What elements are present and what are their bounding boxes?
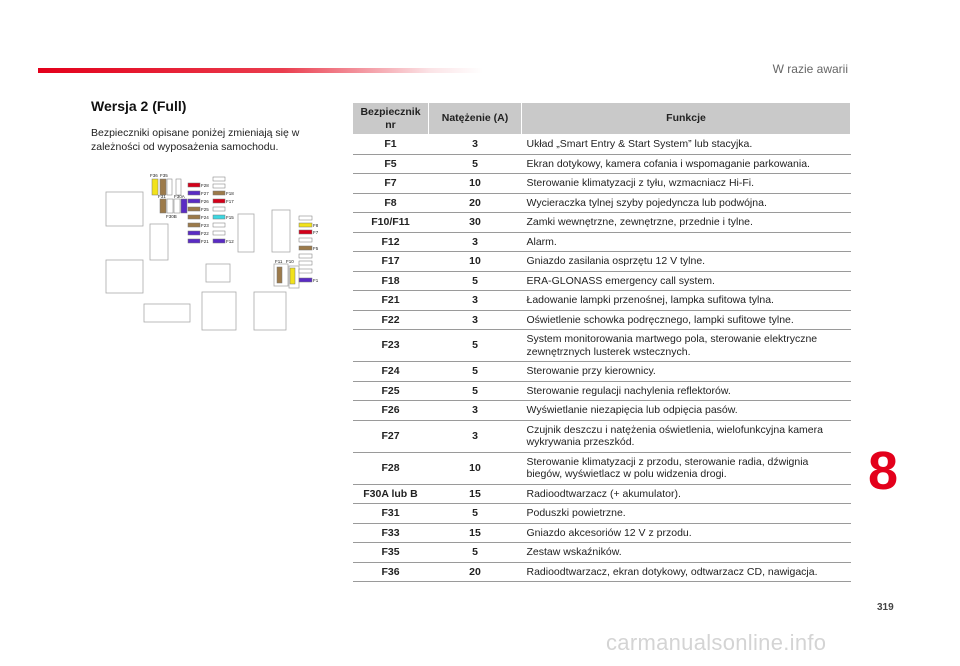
table-row <box>353 543 851 563</box>
fuse-box-svg <box>100 172 330 332</box>
fuse-slot-f8 <box>299 223 312 227</box>
table-row <box>353 362 851 382</box>
table-row <box>353 291 851 311</box>
function-cell: Ekran dotykowy, kamera cofania i wspomaganie parkowania. <box>522 154 851 174</box>
fuse-cell: F7 <box>353 174 429 194</box>
fuse-slot <box>213 207 225 211</box>
chapter-number: 8 <box>868 441 899 501</box>
fuse-slot-f11 <box>277 267 282 283</box>
label-f28: F28 <box>201 183 209 188</box>
fuse-slot <box>299 238 312 242</box>
label-f17: F17 <box>226 199 234 204</box>
housing-block <box>106 260 143 293</box>
fuse-slot-f1 <box>299 278 312 282</box>
col-header-amperage: Natężenie (A) <box>429 103 522 135</box>
table-row <box>353 401 851 421</box>
page-number: 319 <box>877 602 894 613</box>
table-row <box>353 523 851 543</box>
label-f24: F24 <box>201 215 209 220</box>
fuse-cell: F33 <box>353 523 429 543</box>
table-row <box>353 154 851 174</box>
label-f27: F27 <box>201 191 209 196</box>
function-cell: Oświetlenie schowka podręcznego, lampki sufitowe tylne. <box>522 310 851 330</box>
label-f30b: F30B <box>166 214 177 219</box>
fuse-cell: F22 <box>353 310 429 330</box>
table-row <box>353 271 851 291</box>
intro-text: Bezpieczniki opisane poniżej zmieniają się w zależności od wyposażenia samochodu. <box>91 127 300 153</box>
label-f11: F11 <box>275 259 283 264</box>
fuse-cell: F27 <box>353 420 429 452</box>
function-cell: Radioodtwarzacz, ekran dotykowy, odtwarzacz CD, nawigacja. <box>522 562 851 582</box>
header-accent-bar <box>38 68 483 73</box>
col-header-fuse: Bezpiecznik nr <box>353 103 429 135</box>
table-row <box>353 504 851 524</box>
label-f26: F26 <box>201 199 209 204</box>
function-cell: Radioodtwarzacz (+ akumulator). <box>522 484 851 504</box>
label-f23: F23 <box>201 223 209 228</box>
housing-block <box>272 210 290 252</box>
fuse-cell: F30A lub B <box>353 484 429 504</box>
amp-cell: 5 <box>429 504 522 524</box>
fuse-cell: F1 <box>353 135 429 155</box>
label-f5: F5 <box>313 246 319 251</box>
amp-cell: 5 <box>429 330 522 362</box>
col-header-function: Funkcje <box>522 103 851 135</box>
fuse-slot-f22 <box>188 231 200 235</box>
table-row <box>353 330 851 362</box>
table-row <box>353 562 851 582</box>
function-cell: Wyświetlanie niezapięcia lub odpięcia pasów. <box>522 401 851 421</box>
fuse-slot-f5 <box>299 246 312 250</box>
amp-cell: 5 <box>429 362 522 382</box>
function-cell: Zamki wewnętrzne, zewnętrzne, przednie i tylne. <box>522 213 851 233</box>
fuse-cell: F28 <box>353 452 429 484</box>
fuse-cell: F21 <box>353 291 429 311</box>
label-f7: F7 <box>313 230 319 235</box>
function-cell: Zestaw wskaźników. <box>522 543 851 563</box>
amp-cell: 15 <box>429 523 522 543</box>
fuse-slot-f36 <box>152 179 158 195</box>
table-header-row <box>353 103 851 135</box>
function-cell: Poduszki powietrzne. <box>522 504 851 524</box>
fuse-cell: F18 <box>353 271 429 291</box>
housing-block <box>254 292 286 330</box>
table-row <box>353 252 851 272</box>
table-row <box>353 310 851 330</box>
housing-block <box>144 304 190 322</box>
label-f1: F1 <box>313 278 319 283</box>
label-f18: F18 <box>226 191 234 196</box>
fuse-slot-f15 <box>213 215 225 219</box>
fuse-slot-f31 <box>160 199 166 213</box>
fuse-cell: F5 <box>353 154 429 174</box>
amp-cell: 10 <box>429 452 522 484</box>
watermark: carmanualsonline.info <box>606 630 827 655</box>
housing-block <box>202 292 236 330</box>
fuse-slot <box>213 184 225 188</box>
table-row <box>353 135 851 155</box>
fuse-cell: F31 <box>353 504 429 524</box>
housing-block <box>150 224 168 260</box>
amp-cell: 3 <box>429 420 522 452</box>
amp-cell: 3 <box>429 401 522 421</box>
housing-block <box>238 214 254 252</box>
fuse-table <box>352 102 851 582</box>
fuse-slot-f25 <box>188 207 200 211</box>
section-title: W razie awarii <box>772 62 848 76</box>
fuse-slot-f30a <box>181 199 187 213</box>
table-row <box>353 452 851 484</box>
table-row <box>353 174 851 194</box>
amp-cell: 5 <box>429 271 522 291</box>
table-row <box>353 484 851 504</box>
fuse-slot-f26 <box>188 199 200 203</box>
label-f10: F10 <box>286 259 294 264</box>
function-cell: Układ „Smart Entry & Start System” lub stacyjka. <box>522 135 851 155</box>
fuse-slot <box>299 269 312 273</box>
function-cell: Sterowanie klimatyzacji z przodu, sterowanie radia, dźwignia biegów, wyświetlacz w polu widzenia drogi. <box>522 452 851 484</box>
amp-cell: 10 <box>429 174 522 194</box>
function-cell: System monitorowania martwego pola, sterowanie elektryczne zewnętrznych lusterek wstecznych. <box>522 330 851 362</box>
amp-cell: 10 <box>429 252 522 272</box>
fuse-slot-f21 <box>188 239 200 243</box>
table-row <box>353 420 851 452</box>
housing-block <box>206 264 230 282</box>
fuse-cell: F35 <box>353 543 429 563</box>
page-heading: Wersja 2 (Full) <box>91 98 187 114</box>
label-f35: F35 <box>160 173 168 178</box>
fuse-cell: F12 <box>353 232 429 252</box>
table-row <box>353 232 851 252</box>
fuse-slot-f12 <box>213 239 225 243</box>
function-cell: Sterowanie przy kierownicy. <box>522 362 851 382</box>
label-f22: F22 <box>201 231 209 236</box>
function-cell: Wycieraczka tylnej szyby pojedyncza lub podwójna. <box>522 193 851 213</box>
label-f25: F25 <box>201 207 209 212</box>
fuse-slot-f24 <box>188 215 200 219</box>
function-cell: Gniazdo akcesoriów 12 V z przodu. <box>522 523 851 543</box>
label-f15: F15 <box>226 215 234 220</box>
amp-cell: 3 <box>429 310 522 330</box>
table-row <box>353 381 851 401</box>
fuse-slot <box>299 261 312 265</box>
fuse-cell: F24 <box>353 362 429 382</box>
amp-cell: 3 <box>429 291 522 311</box>
fuse-slot <box>176 179 181 195</box>
fuse-cell: F17 <box>353 252 429 272</box>
fuse-slot <box>213 177 225 181</box>
fuse-slot-f23 <box>188 223 200 227</box>
amp-cell: 3 <box>429 135 522 155</box>
fuse-slot-f27 <box>188 191 200 195</box>
fuse-slot <box>299 216 312 220</box>
fuse-slot-f18 <box>213 191 225 195</box>
fuse-slot-f10 <box>290 268 295 284</box>
function-cell: Ładowanie lampki przenośnej, lampka sufitowa tylna. <box>522 291 851 311</box>
fuse-slot-f17 <box>213 199 225 203</box>
function-cell: Czujnik deszczu i natężenia oświetlenia, wielofunkcyjna kamera wykrywania przeszkód. <box>522 420 851 452</box>
function-cell: Gniazdo zasilania osprzętu 12 V tylne. <box>522 252 851 272</box>
label-f8: F8 <box>313 223 319 228</box>
label-f36: F36 <box>150 173 158 178</box>
label-f12: F12 <box>226 239 234 244</box>
label-f31: F31 <box>158 194 166 199</box>
table-row <box>353 213 851 233</box>
fuse-slot-f7 <box>299 230 312 234</box>
function-cell: Sterowanie regulacji nachylenia reflektorów. <box>522 381 851 401</box>
label-f30a: F30A <box>174 194 185 199</box>
amp-cell: 20 <box>429 193 522 213</box>
fuse-slot <box>174 199 180 213</box>
fuse-cell: F25 <box>353 381 429 401</box>
housing-block <box>106 192 143 226</box>
amp-cell: 5 <box>429 154 522 174</box>
label-f21: F21 <box>201 239 209 244</box>
amp-cell: 20 <box>429 562 522 582</box>
table-row <box>353 193 851 213</box>
fuse-slot <box>213 223 225 227</box>
fuse-cell: F23 <box>353 330 429 362</box>
fuse-slot <box>167 199 173 213</box>
amp-cell: 5 <box>429 543 522 563</box>
fuse-slot <box>213 231 225 235</box>
amp-cell: 3 <box>429 232 522 252</box>
amp-cell: 30 <box>429 213 522 233</box>
fuse-cell: F26 <box>353 401 429 421</box>
amp-cell: 5 <box>429 381 522 401</box>
fuse-cell: F8 <box>353 193 429 213</box>
fuse-slot <box>299 254 312 258</box>
fuse-slot-f35 <box>160 179 166 195</box>
function-cell: ERA-GLONASS emergency call system. <box>522 271 851 291</box>
fuse-slot <box>167 179 172 195</box>
fuse-slot-f28 <box>188 183 200 187</box>
fuse-cell: F36 <box>353 562 429 582</box>
function-cell: Sterowanie klimatyzacji z tyłu, wzmacniacz Hi-Fi. <box>522 174 851 194</box>
function-cell: Alarm. <box>522 232 851 252</box>
amp-cell: 15 <box>429 484 522 504</box>
fuse-box-diagram <box>100 172 330 332</box>
fuse-cell: F10/F11 <box>353 213 429 233</box>
